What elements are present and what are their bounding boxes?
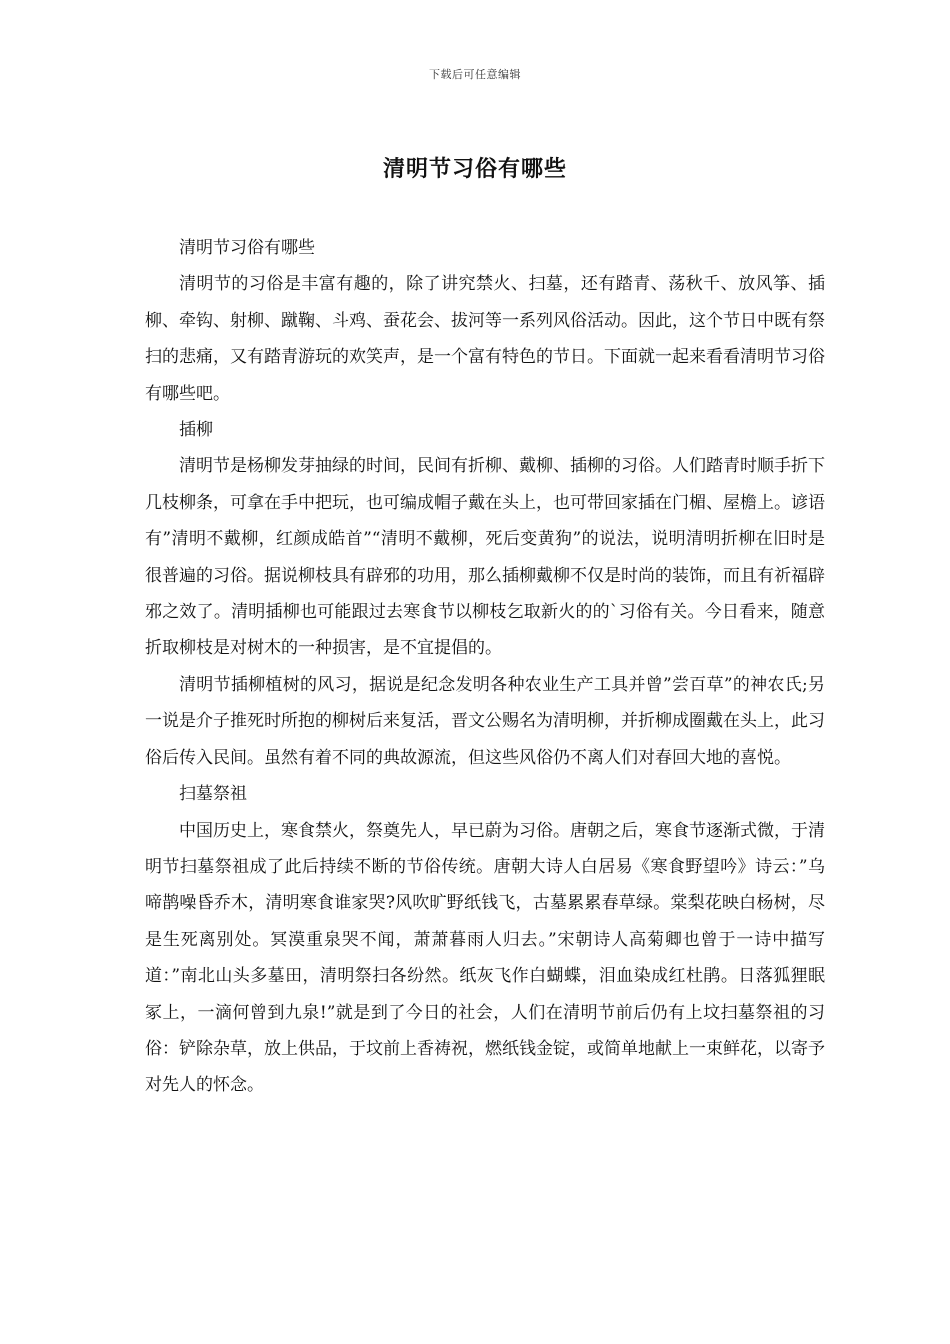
section-heading-chaliu: 插柳 bbox=[179, 420, 213, 441]
chaliu-paragraph-2: 清明节插柳植树的风习，据说是纪念发明各种农业生产工具并曾”尝百草”的神农氏;另一说是介子推死时所抱的柳树后来复活，晋文公赐名为清明柳，并折柳成圈戴在头上，此习俗后传入民间。虽然有着不同的典故源流，但这些风俗仍不离人们对春回大地的喜悦。 bbox=[145, 674, 825, 768]
section-heading-saomu: 扫墓祭祖 bbox=[179, 784, 247, 805]
intro-paragraph: 清明节的习俗是丰富有趣的，除了讲究禁火、扫墓，还有踏青、荡秋千、放风筝、插柳、牵钩、射柳、蹴鞠、斗鸡、蚕花会、拔河等一系列风俗活动。因此，这个节日中既有祭扫的悲痛，又有踏青游玩的欢笑声，是一个富有特色的节日。下面就一起来看看清明节习俗有哪些吧。 bbox=[145, 274, 825, 404]
header-note: 下载后可任意编辑 bbox=[429, 68, 521, 81]
saomu-paragraph: 中国历史上，寒食禁火，祭奠先人，早已蔚为习俗。唐朝之后，寒食节逐渐式微，于清明节扫墓祭祖成了此后持续不断的节俗传统。唐朝大诗人白居易《寒食野望吟》诗云：”乌啼鹊噪昏乔木，清明寒食谁家哭?风吹旷野纸钱飞，古墓累累春草绿。棠梨花映白杨树，尽是生死离别处。冥漠重泉哭不闻，萧萧暮雨人归去。”宋朝诗人高菊卿也曾于一诗中描写道：”南北山头多墓田，清明祭扫各纷然。纸灰飞作白蝴蝶，泪血染成红杜鹃。日落狐狸眠冢上，一滴何曾到九泉!”就是到了今日的社会，人们在清明节前后仍有上坟扫墓祭祖的习俗：铲除杂草，放上供品，于坟前上香祷祝，燃纸钱金锭，或简单地献上一束鲜花，以寄予对先人的怀念。 bbox=[145, 820, 825, 1096]
document-body bbox=[145, 230, 825, 1104]
document-title: 清明节习俗有哪些 bbox=[382, 156, 567, 182]
chaliu-paragraph-1: 清明节是杨柳发芽抽绿的时间，民间有折柳、戴柳、插柳的习俗。人们踏青时顺手折下几枝柳条，可拿在手中把玩，也可编成帽子戴在头上，也可带回家插在门楣、屋檐上。谚语有”清明不戴柳，红颜成皓首”“清明不戴柳，死后变黄狗”的说法，说明清明折柳在旧时是很普遍的习俗。据说柳枝具有辟邪的功用，那么插柳戴柳不仅是时尚的装饰，而且有祈福辟邪之效了。清明插柳也可能跟过去寒食节以柳枝乞取新火的的`习俗有关。今日看来，随意折取柳枝是对树木的一种损害，是不宜提倡的。 bbox=[145, 456, 825, 659]
subtitle-paragraph: 清明节习俗有哪些 bbox=[179, 238, 315, 258]
